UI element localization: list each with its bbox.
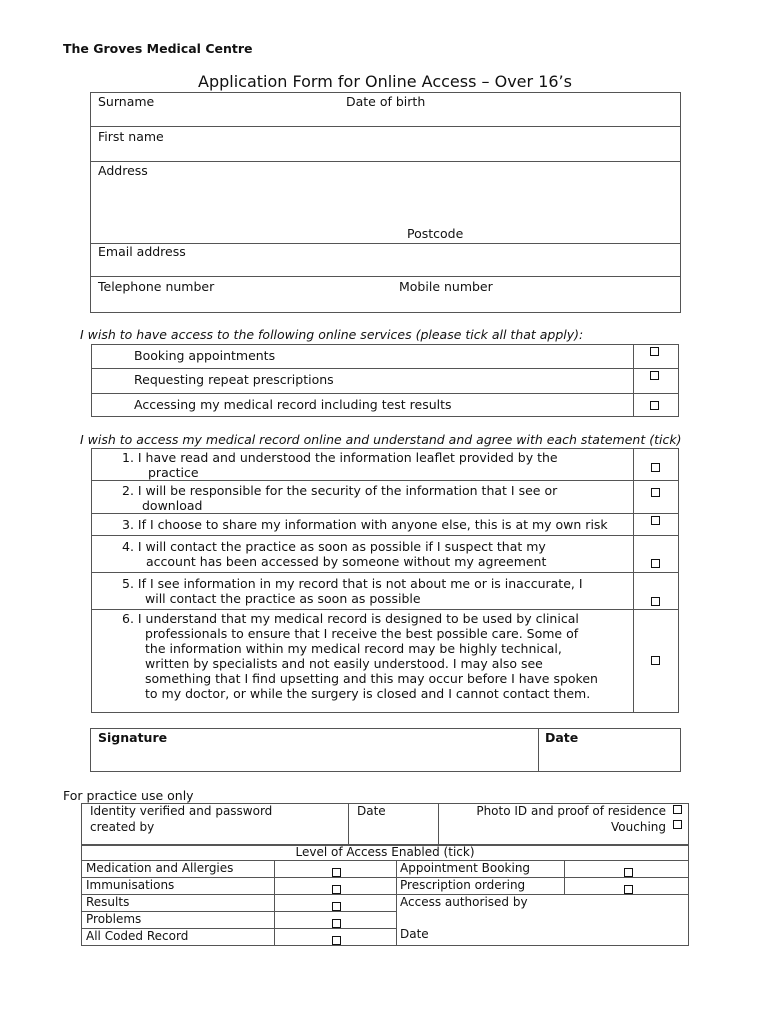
statement-line: 4. I will contact the practice as soon as possible if I suspect that my — [122, 539, 546, 554]
divider — [91, 609, 679, 610]
statement-line: 6. I understand that my medical record is designed to be used by clinical — [122, 611, 579, 626]
signature-date-field[interactable]: Date — [545, 730, 579, 745]
access-medication-label: Medication and Allergies — [86, 861, 234, 875]
divider — [90, 126, 681, 127]
divider — [348, 803, 349, 845]
divider — [91, 572, 679, 573]
authorised-date-field[interactable]: Date — [400, 927, 429, 941]
service-booking-checkbox[interactable] — [650, 347, 659, 356]
address-field[interactable]: Address — [98, 163, 148, 178]
organisation-name: The Groves Medical Centre — [63, 41, 253, 56]
divider — [438, 803, 439, 845]
access-immunisations-checkbox[interactable] — [332, 885, 341, 894]
statement-line: practice — [148, 465, 199, 480]
vouching-checkbox[interactable] — [673, 820, 682, 829]
divider — [396, 860, 397, 946]
statement-6 — [122, 611, 598, 701]
access-coded-record-label: All Coded Record — [86, 929, 189, 943]
identity-date-label: Date — [357, 804, 386, 818]
access-immunisations-label: Immunisations — [86, 878, 175, 892]
photo-id-checkbox[interactable] — [673, 805, 682, 814]
access-heading: Level of Access Enabled (tick) — [295, 845, 475, 859]
divider — [90, 161, 681, 162]
photo-id-label: Photo ID and proof of residence — [476, 804, 666, 818]
divider — [274, 860, 275, 946]
access-prescription-ordering-checkbox[interactable] — [624, 885, 633, 894]
service-prescriptions-label: Requesting repeat prescriptions — [134, 372, 334, 387]
statement-line: the information within my medical record may be highly technical, — [145, 641, 562, 656]
access-results-checkbox[interactable] — [332, 902, 341, 911]
divider — [91, 393, 679, 394]
divider — [633, 344, 634, 417]
form-title: Application Form for Online Access – Over 16’s — [198, 72, 572, 91]
divider — [90, 276, 681, 277]
statement-line: 1. I have read and understood the information leaflet provided by the — [122, 450, 558, 465]
vouching-label: Vouching — [611, 820, 666, 834]
access-coded-record-checkbox[interactable] — [332, 936, 341, 945]
telephone-field[interactable]: Telephone number — [98, 279, 215, 294]
statement-4-checkbox[interactable] — [651, 559, 660, 568]
statement-line: 5. If I see information in my record that is not about me or is inaccurate, I — [122, 576, 583, 591]
statement-line: 2. I will be responsible for the security of the information that I see or — [122, 483, 558, 498]
divider — [633, 448, 634, 713]
surname-field[interactable]: Surname — [98, 94, 155, 109]
access-problems-label: Problems — [86, 912, 142, 926]
divider — [538, 728, 539, 772]
email-field[interactable]: Email address — [98, 244, 186, 259]
identity-verified-label: Identity verified and password — [90, 804, 273, 818]
signature-field[interactable]: Signature — [98, 730, 168, 745]
statement-5-checkbox[interactable] — [651, 597, 660, 606]
access-problems-checkbox[interactable] — [332, 919, 341, 928]
statement-line: account has been accessed by someone without my agreement — [146, 554, 547, 569]
statement-line: 3. If I choose to share my information with anyone else, this is at my own risk — [122, 517, 608, 532]
practice-use-heading: For practice use only — [63, 788, 194, 803]
divider — [91, 480, 679, 481]
date-of-birth-field[interactable]: Date of birth — [346, 94, 426, 109]
statement-1-checkbox[interactable] — [651, 463, 660, 472]
divider — [564, 860, 565, 894]
divider — [91, 368, 679, 369]
access-results-label: Results — [86, 895, 130, 909]
statement-2 — [122, 483, 557, 513]
statement-5 — [122, 576, 583, 606]
statement-line: will contact the practice as soon as possible — [145, 591, 421, 606]
access-prescription-ordering-label: Prescription ordering — [400, 878, 526, 892]
statement-line: to my doctor, or while the surgery is closed and I cannot contact them. — [145, 686, 591, 701]
statement-line: download — [142, 498, 203, 513]
statement-3-checkbox[interactable] — [651, 516, 660, 525]
statement-6-checkbox[interactable] — [651, 656, 660, 665]
statement-1 — [122, 450, 558, 480]
divider — [91, 513, 679, 514]
statement-line: written by specialists and not easily understood. I may also see — [145, 656, 543, 671]
mobile-field[interactable]: Mobile number — [399, 279, 493, 294]
access-authorised-by-field[interactable]: Access authorised by — [400, 895, 528, 909]
divider — [81, 894, 689, 895]
postcode-field[interactable]: Postcode — [407, 226, 464, 241]
signature-box — [90, 728, 681, 772]
created-by-label: created by — [90, 820, 155, 834]
access-appointment-booking-checkbox[interactable] — [624, 868, 633, 877]
divider — [91, 535, 679, 536]
statement-3 — [122, 517, 608, 532]
access-medication-checkbox[interactable] — [332, 868, 341, 877]
statement-4 — [122, 539, 546, 569]
services-intro: I wish to have access to the following online services (please tick all that apply): — [80, 327, 584, 342]
statement-line: professionals to ensure that I receive the best possible care. Some of — [145, 626, 579, 641]
statements-intro: I wish to access my medical record online and understand and agree with each statement (tick) — [80, 432, 682, 447]
service-prescriptions-checkbox[interactable] — [650, 371, 659, 380]
access-appointment-booking-label: Appointment Booking — [400, 861, 531, 875]
statement-2-checkbox[interactable] — [651, 488, 660, 497]
service-booking-label: Booking appointments — [134, 348, 276, 363]
service-record-label: Accessing my medical record including test results — [134, 397, 452, 412]
first-name-field[interactable]: First name — [98, 129, 164, 144]
statement-line: something that I find upsetting and this may occur before I have spoken — [145, 671, 598, 686]
service-record-checkbox[interactable] — [650, 401, 659, 410]
